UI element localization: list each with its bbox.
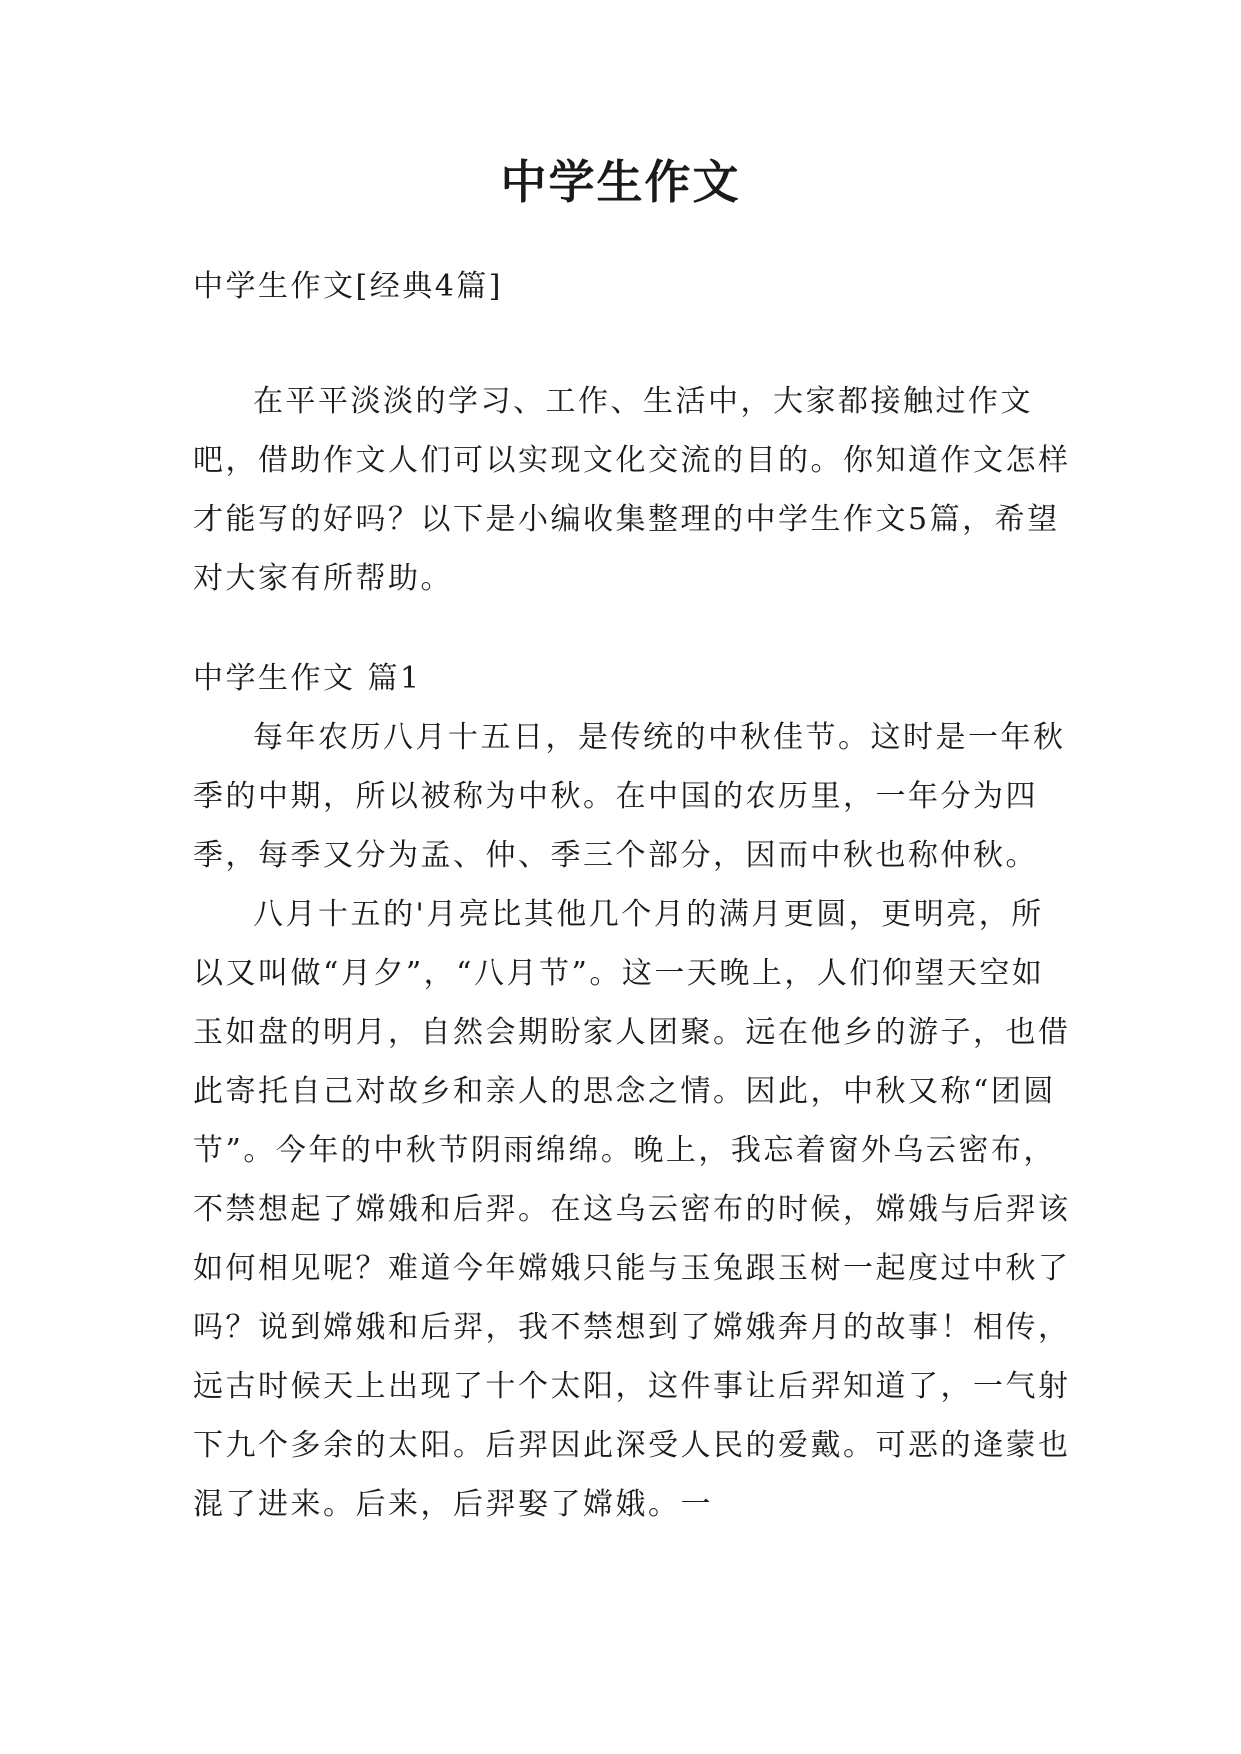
section-paragraph-1: 每年农历八月十五日，是传统的中秋佳节。这时是一年秋季的中期，所以被称为中秋。在中国的农历里，一年分为四季，每季又分为孟、仲、季三个部分，因而中秋也称仲秋。 [193,720,1066,873]
document-title: 中学生作文 [500,155,741,209]
essay-section-1 [193,658,1073,1534]
document-body [193,266,1073,1534]
section-paragraph-2: 八月十五的'月亮比其他几个月的满月更圆，更明亮，所以又叫做“月夕”，“八月节”。这一天晚上，人们仰望天空如玉如盘的明月，自然会期盼家人团聚。远在他乡的游子，也借此寄托自己对故乡和亲人的思念之情。因此，中秋又称“团圆节”。今年的中秋节阴雨绵绵。晚上，我忘着窗外乌云密布，不禁想起了嫦娥和后羿。在这乌云密布的时候，嫦娥与后羿该如何相见呢？难道今年嫦娥只能与玉兔跟玉树一起度过中秋了吗？说到嫦娥和后羿，我不禁想到了嫦娥奔月的故事！相传，远古时候天上出现了十个太阳，这件事让后羿知道了，一气射下九个多余的太阳。后羿因此深受人民的爱戴。可恶的逄蒙也混了进来。后来，后羿娶了嫦娥。一 [193,897,1071,1522]
section-heading: 中学生作文 篇1 [193,661,422,696]
document-subtitle: 中学生作文[经典4篇] [193,269,503,304]
intro-paragraph: 在平平淡淡的学习、工作、生活中，大家都接触过作文吧，借助作文人们可以实现文化交流的目的。你知道作文怎样才能写的好吗？以下是小编收集整理的中学生作文5篇，希望对大家有所帮助。 [193,384,1071,596]
